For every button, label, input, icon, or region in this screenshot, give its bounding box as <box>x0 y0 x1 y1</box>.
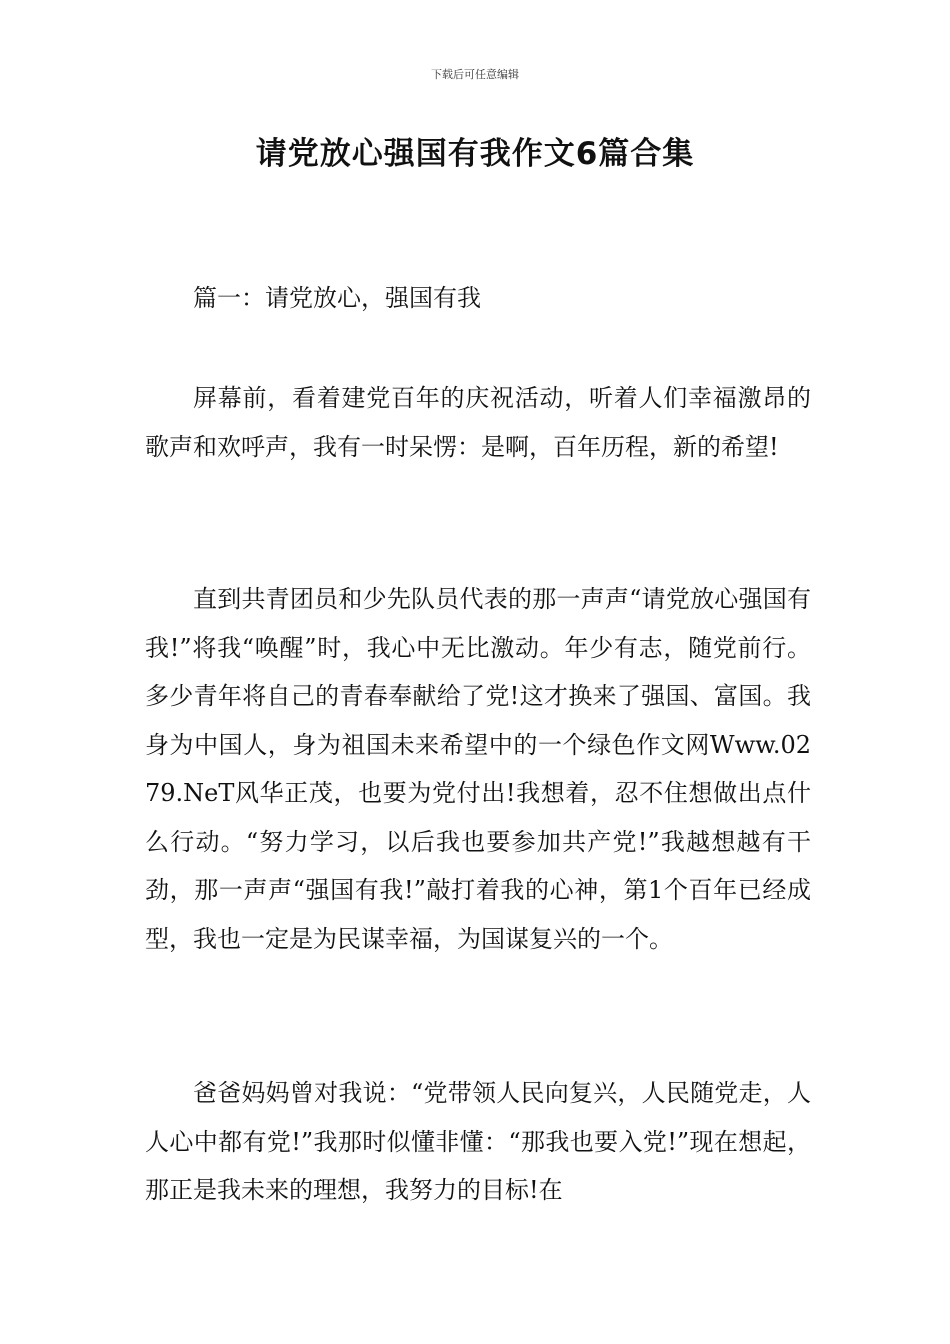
paragraph-2-block <box>145 575 811 963</box>
paragraph: 屏幕前，看着建党百年的庆祝活动，听着人们幸福激昂的歌声和欢呼声，我有一时呆愣：是啊，百年历程，新的希望! <box>145 384 811 461</box>
paragraph-1-block <box>145 374 811 471</box>
paragraph: 爸爸妈妈曾对我说：“党带领人民向复兴，人民随党走，人人心中都有党!”我那时似懂非懂：“那我也要入党!”现在想起，那正是我未来的理想，我努力的目标!在 <box>145 1079 811 1204</box>
section-heading: 篇一：请党放心，强国有我 <box>193 284 481 312</box>
document-title: 请党放心强国有我作文6篇合集 <box>255 136 695 172</box>
paragraph: 直到共青团员和少先队员代表的那一声声“请党放心强国有我!”将我“唤醒”时，我心中无比激动。年少有志，随党前行。多少青年将自己的青春奉献给了党!这才换来了强国、富国。我身为中国人，身为祖国未来希望中的一个绿色作文网Www.0279.NeT风华正茂，也要为党付出!我想着，忍不住想做出点什么行动。“努力学习，以后我也要参加共产党!”我越想越有干劲，那一声声“强国有我!”敲打着我的心神，第1个百年已经成型，我也一定是为民谋幸福，为国谋复兴的一个。 <box>145 585 811 953</box>
paragraph-3-block <box>145 1069 811 1215</box>
page-header-note: 下载后可任意编辑 <box>431 68 519 81</box>
